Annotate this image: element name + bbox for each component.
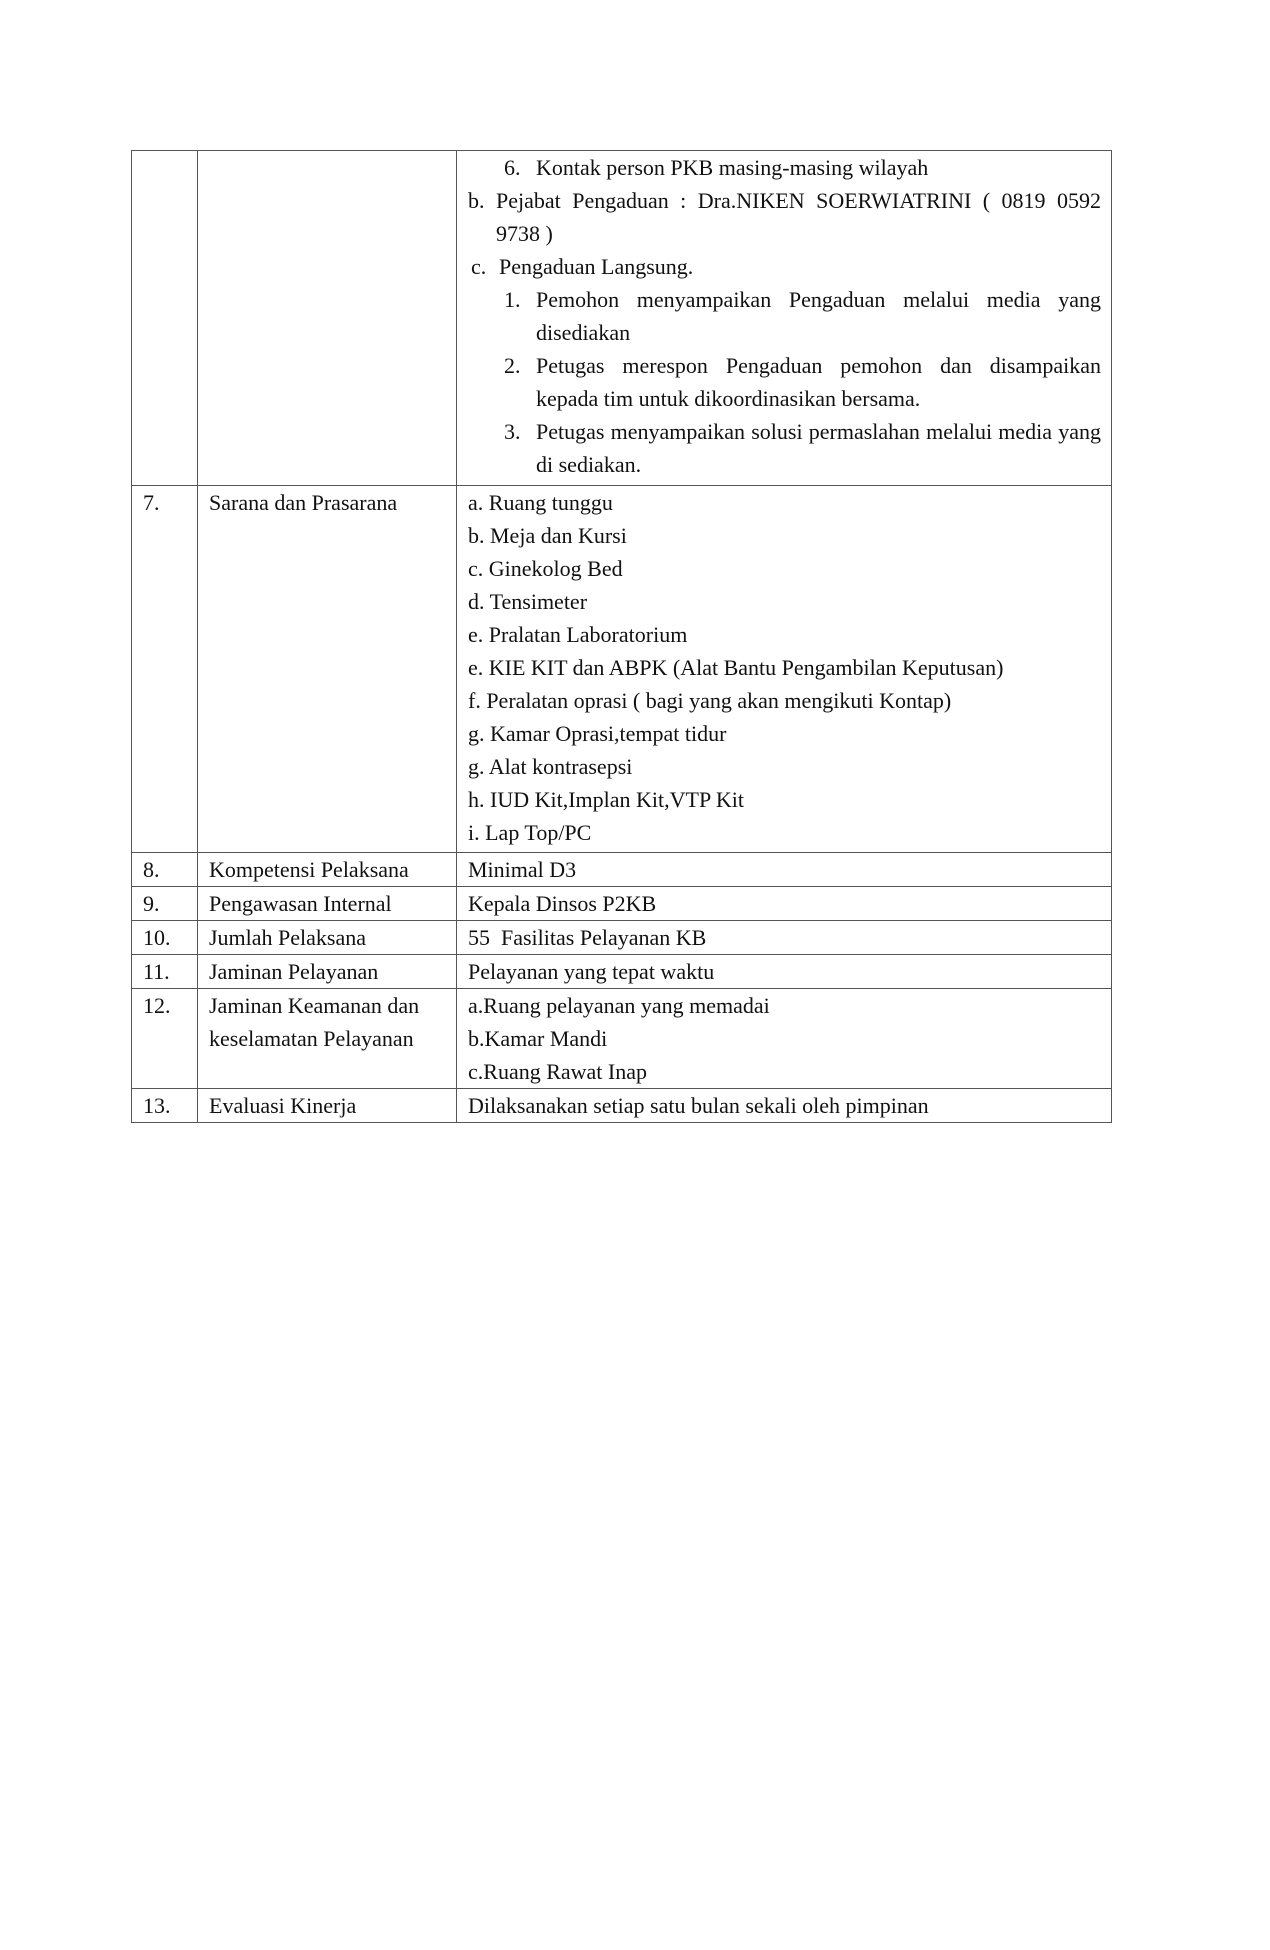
list-item: f. Peralatan oprasi ( bagi yang akan mengikuti Kontap) [468,688,952,713]
table-row [132,853,1112,887]
table-row [132,955,1112,989]
list-item-text: Pejabat Pengaduan : Dra.NIKEN SOERWIATRINI ( 0819 0592 9738 ) [496,188,1101,246]
list-item-letter: c. [471,254,487,279]
description-cell: Dilaksanakan setiap satu bulan sekali oleh pimpinan [457,1089,1112,1123]
component-cell: Sarana dan Prasarana [198,486,457,853]
list-item: g. Kamar Oprasi,tempat tidur [468,721,727,746]
list-item: i. Lap Top/PC [468,820,592,845]
component-cell: Kompetensi Pelaksana [198,853,457,887]
row-number-cell: 8. [132,853,198,887]
description-cell: Pelayanan yang tepat waktu [457,955,1112,989]
row-number-cell: 11. [132,955,198,989]
list-item: b.Kamar Mandi [468,1026,608,1051]
row-number-cell: 13. [132,1089,198,1123]
list-item: g. Alat kontrasepsi [468,754,633,779]
description-cell [457,151,1112,486]
row-number-cell [132,151,198,486]
row-number-cell: 7. [132,486,198,853]
list-item [468,250,1101,283]
list-item: h. IUD Kit,Implan Kit,VTP Kit [468,787,744,812]
component-cell: Pengawasan Internal [198,887,457,921]
list-item-text: Petugas menyampaikan solusi permaslahan melalui media yang di sediakan. [536,419,1101,477]
description-cell: 55 Fasilitas Pelayanan KB [457,921,1112,955]
list-item-number: 3. [504,419,521,444]
table-row [132,921,1112,955]
list-item [468,184,1101,250]
description-cell: Minimal D3 [457,853,1112,887]
list-item [468,349,1101,415]
list-item-letter: b. [468,188,485,213]
list-item: c. Ginekolog Bed [468,556,623,581]
list-item [468,151,1101,184]
list-item-text: Pengaduan Langsung. [499,254,694,279]
table-row [132,887,1112,921]
row-number-cell: 10. [132,921,198,955]
row-number-cell: 9. [132,887,198,921]
list-item [468,415,1101,481]
description-cell: Kepala Dinsos P2KB [457,887,1112,921]
list-item-number: 1. [504,287,521,312]
component-cell: Jaminan Keamanan dan keselamatan Pelayanan [198,989,457,1089]
list-item: d. Tensimeter [468,589,588,614]
list-item: e. Pralatan Laboratorium [468,622,688,647]
list-item-text: Petugas merespon Pengaduan pemohon dan disampaikan kepada tim untuk dikoordinasikan bersama. [536,353,1101,411]
table-row [132,1089,1112,1123]
list-item-number: 6. [504,155,521,180]
service-standard-table [131,150,1112,1123]
list-item-text: Pemohon menyampaikan Pengaduan melalui media yang disediakan [536,287,1101,345]
description-cell [457,486,1112,853]
component-cell: Evaluasi Kinerja [198,1089,457,1123]
list-item-number: 2. [504,353,521,378]
list-item: c.Ruang Rawat Inap [468,1059,647,1084]
list-item: b. Meja dan Kursi [468,523,627,548]
description-cell [457,989,1112,1089]
list-item [468,283,1101,349]
table-row-continuation [132,151,1112,486]
list-item: a.Ruang pelayanan yang memadai [468,993,770,1018]
list-item-text: Kontak person PKB masing-masing wilayah [536,155,929,180]
list-item: a. Ruang tunggu [468,490,613,515]
table-row [132,989,1112,1089]
row-number-cell: 12. [132,989,198,1089]
component-cell: Jaminan Pelayanan [198,955,457,989]
component-cell [198,151,457,486]
component-cell: Jumlah Pelaksana [198,921,457,955]
list-item: e. KIE KIT dan ABPK (Alat Bantu Pengambilan Keputusan) [468,655,1004,680]
table-row [132,486,1112,853]
